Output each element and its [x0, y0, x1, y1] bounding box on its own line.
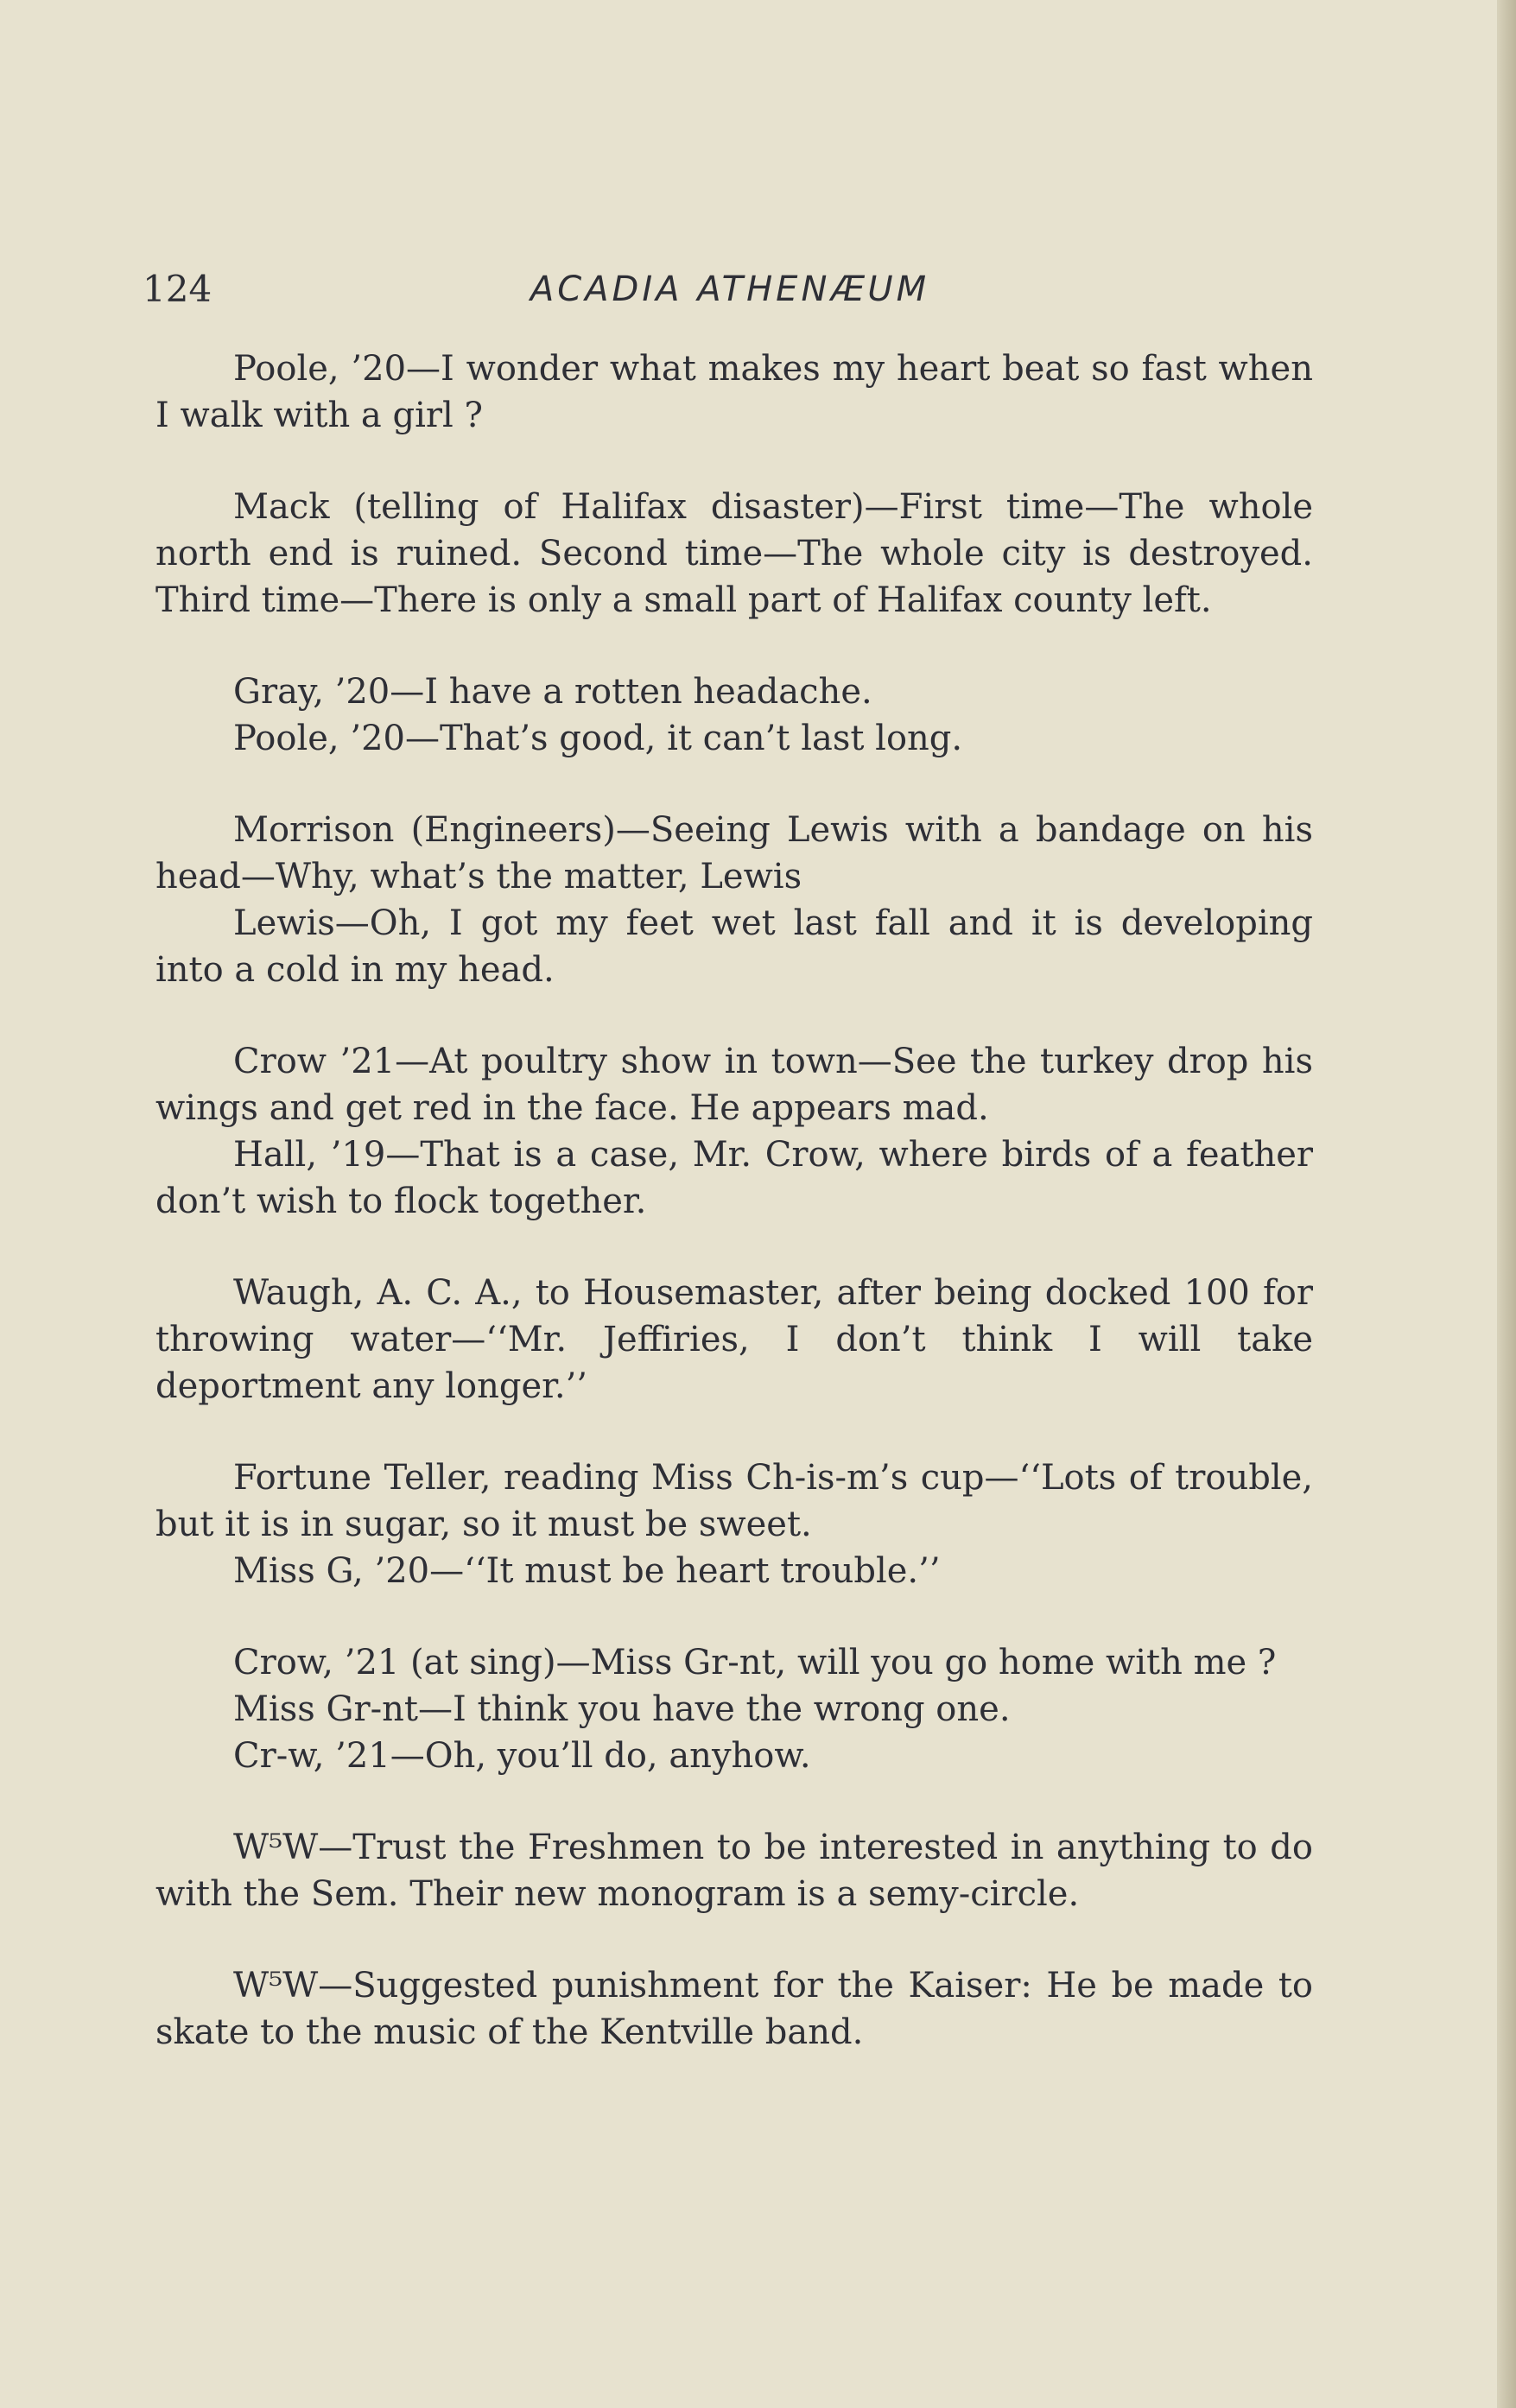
paragraph: W⁵W—Trust the Freshmen to be interested in anything to do with the Sem. Their new monogram is a semy-circle.	[155, 1828, 1313, 1914]
page-header	[143, 259, 1317, 320]
paragraph: Crow, ’21 (at sing)—Miss Gr-nt, will you go home with me ?	[233, 1643, 1277, 1682]
paragraph: W⁵W—Suggested punishment for the Kaiser: He be made to skate to the music of the Kentville band.	[155, 1966, 1313, 2052]
paragraph: Lewis—Oh, I got my feet wet last fall and it is developing into a cold in my head.	[155, 903, 1313, 990]
paragraph: Poole, ’20—I wonder what makes my heart beat so fast when I walk with a girl ?	[155, 349, 1313, 435]
paragraph: Morrison (Engineers)—Seeing Lewis with a bandage on his head—Why, what’s the matter, Lewis	[155, 810, 1313, 897]
running-title: ACADIA ATHENÆUM	[530, 269, 930, 309]
paragraph: Miss Gr-nt—I think you have the wrong one.	[233, 1689, 1011, 1729]
paragraph: Poole, ’20—That’s good, it can’t last long.	[233, 719, 963, 758]
paragraph: Miss G, ’20—‘‘It must be heart trouble.’’	[233, 1551, 941, 1591]
paragraph: Crow ’21—At poultry show in town—See the turkey drop his wings and get red in the face. He appears mad.	[155, 1042, 1313, 1128]
paragraph: Hall, ’19—That is a case, Mr. Crow, where birds of a feather don’t wish to flock together.	[155, 1135, 1313, 1221]
paragraph: Cr-w, ’21—Oh, you’ll do, anyhow.	[233, 1736, 811, 1776]
paragraph: Fortune Teller, reading Miss Ch-is-m’s cup—‘‘Lots of trouble, but it is in sugar, so it must be sweet.	[155, 1458, 1313, 1544]
page-edge	[1497, 0, 1516, 2408]
page-number: 124	[143, 268, 212, 310]
paragraph: Gray, ’20—I have a rotten headache.	[233, 672, 872, 712]
page-body	[155, 345, 1313, 2056]
paragraph: Mack (telling of Halifax disaster)—First time—The whole north end is ruined. Second time—The whole city is destroyed. Third time—There is only a small part of Halifax county left.	[155, 487, 1313, 620]
paragraph: Waugh, A. C. A., to Housemaster, after being docked 100 for throwing water—‘‘Mr. Jeffiries, I don’t think I will take deportment any longer.’’	[155, 1273, 1313, 1406]
